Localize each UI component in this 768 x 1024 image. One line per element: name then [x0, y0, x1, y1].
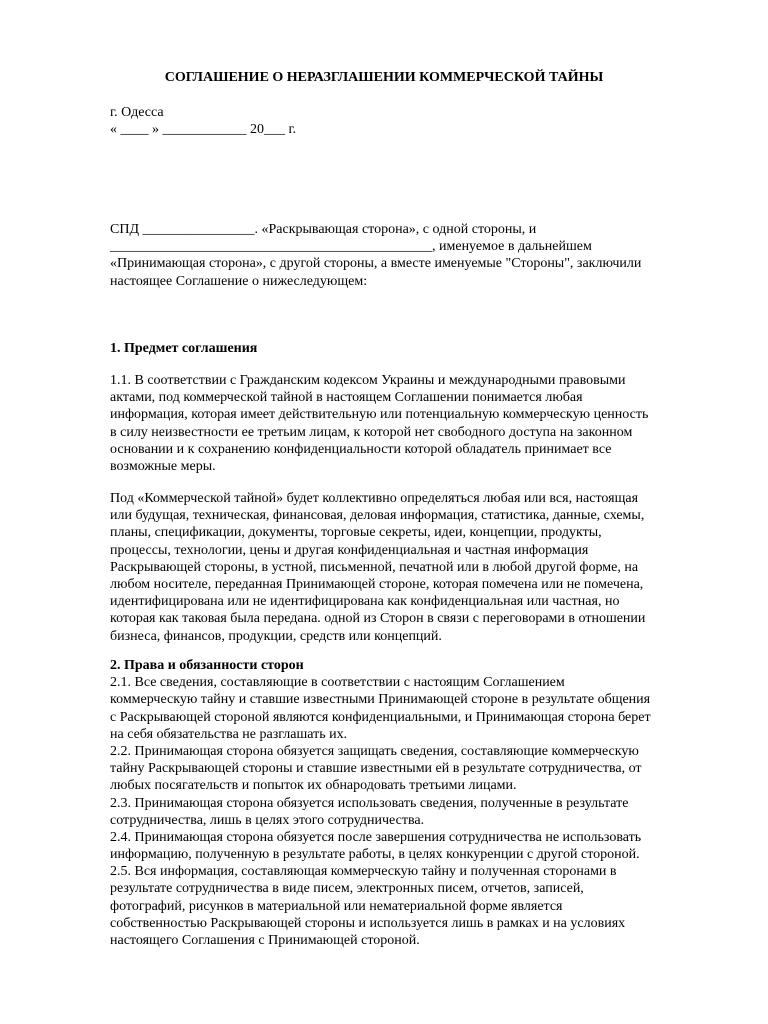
text-line: идентифицирована или не идентифицирована как конфиденциальная или частная, но — [110, 594, 620, 610]
text-line: на себя обязательства не разглашать их. — [110, 726, 348, 742]
text-line: Раскрывающей стороны, в устной, письменной, печатной или в любой другой форме, на — [110, 559, 639, 575]
parties-line: «Принимающая сторона», с другой стороны, а вместе именуемые "Стороны", заключили — [110, 256, 642, 272]
text-line: актами, под коммерческой тайной в настоящем Соглашении понимается любая — [110, 390, 583, 406]
text-line: любых посягательств и попыток их обнародовать третьими лицами. — [110, 778, 517, 794]
parties-paragraph — [110, 221, 730, 290]
text-line: планы, спецификации, документы, торговые секреты, идеи, концепции, продукты, — [110, 525, 602, 541]
text-line: результате сотрудничества в виде писем, электронных писем, отчетов, записей, — [110, 881, 584, 897]
text-line: которая как таковая была передана. одной из Сторон в связи с переговорами в отношении — [110, 611, 646, 627]
document-title: СОГЛАШЕНИЕ О НЕРАЗГЛАШЕНИИ КОММЕРЧЕСКОЙ ТАЙНЫ — [164, 70, 604, 85]
city-line: г. Одесса — [110, 105, 164, 120]
parties-line: ______________________________________________, именуемое в дальнейшем — [110, 239, 592, 255]
text-line: настоящего Соглашения с Принимающей стороной. — [110, 933, 420, 948]
text-line: основании и к сохранению конфиденциальности которой обладатель принимает все — [110, 441, 612, 457]
text-line: коммерческую тайну и ставшие известными Принимающей стороне в результате общения — [110, 692, 651, 708]
text-line: или будущая, техническая, финансовая, деловая информация, статистика, данные, схемы, — [110, 508, 645, 524]
text-line: 2.1. Все сведения, составляющие в соответствии с настоящим Соглашением — [110, 675, 565, 691]
text-line: с Раскрывающей стороной являются конфиденциальными, и Принимающая сторона берет — [110, 709, 651, 725]
section2 — [110, 657, 730, 949]
text-line: любом носителе, переданная Принимающей стороне, которая помечена или не помечена, — [110, 576, 644, 592]
text-line: в силу неизвестности ее третьим лицам, к которой нет свободного доступа на законном — [110, 424, 633, 440]
text-line: 2.5. Вся информация, составляющая коммерческую тайну и полученная сторонами в — [110, 864, 617, 880]
section1-paragraph2 — [110, 490, 730, 645]
text-line: сотрудничества, лишь в целях этого сотрудничества. — [110, 812, 425, 828]
text-line: возможные меры. — [110, 458, 216, 474]
text-line: 1.1. В соответствии с Гражданским кодексом Украины и международными правовыми — [110, 373, 626, 388]
text-line: процессы, технологии, цены и другая конфиденциальная и частная информация — [110, 542, 589, 558]
parties-line: настоящее Соглашение о нижеследующем: — [110, 273, 368, 289]
text-line: Под «Коммерческой тайной» будет коллективно определяться любая или вся, настоящая — [110, 491, 639, 506]
text-line: информация, которая имеет действительную или потенциальную коммерческую ценность — [110, 407, 649, 423]
text-line: 2.4. Принимающая сторона обязуется после завершения сотрудничества не использовать — [110, 829, 642, 845]
text-line: бизнеса, финансов, продукции, средств или концепций. — [110, 628, 442, 644]
section1-heading: 1. Предмет соглашения — [110, 341, 258, 356]
section2-heading: 2. Права и обязанности сторон — [110, 658, 304, 673]
text-line: 2.3. Принимающая сторона обязуется использовать сведения, полученные в результате — [110, 795, 629, 811]
text-line: собственностью Раскрывающей стороны и используется лишь в рамках и на условиях — [110, 915, 626, 931]
text-line: фотографий, рисунков в материальной или нематериальной форме является — [110, 898, 563, 914]
date-line: « ____ » ____________ 20___ г. — [110, 122, 297, 138]
place-date-block — [110, 104, 730, 138]
text-line: 2.2. Принимающая сторона обязуется защищать сведения, составляющие коммерческую — [110, 743, 639, 759]
section1-paragraph1 — [110, 372, 730, 475]
parties-line: СПД ________________. «Раскрывающая сторона», с одной стороны, и — [110, 222, 537, 237]
text-line: тайну Раскрывающей стороны и ставшие известными ей в результате сотрудничества, от — [110, 761, 642, 777]
text-line: информацию, полученную в результате работы, в целях конкуренции с другой стороной. — [110, 847, 640, 863]
